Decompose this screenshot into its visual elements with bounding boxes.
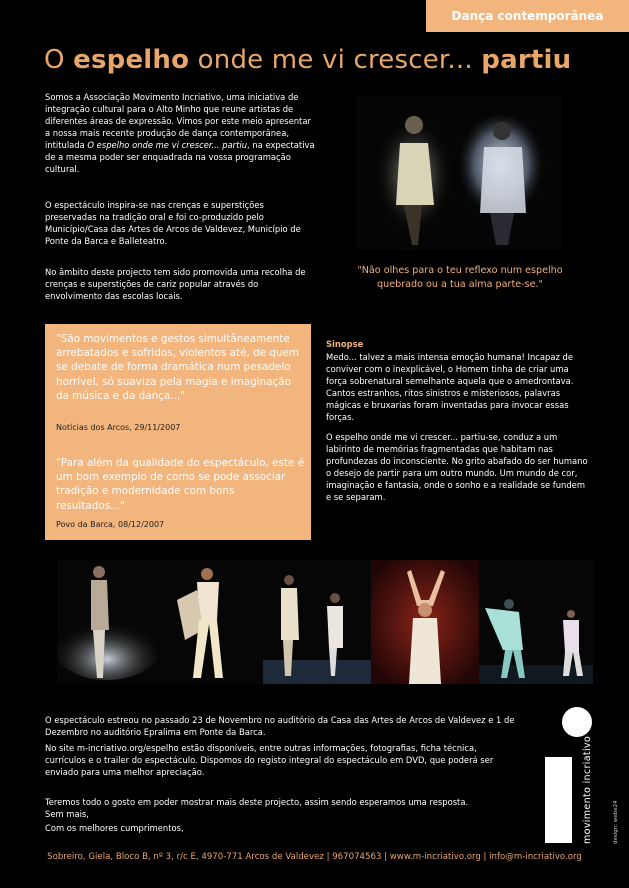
press-quote-2-source: Povo da Barca, 08/12/2007 xyxy=(56,520,165,529)
press-quote-2: "Para além da qualidade do espectáculo, este é um bom exemplo de como se pode associar tradição e modernidade com bons resultados..." xyxy=(56,457,305,512)
logo-text: movimento incriativo xyxy=(582,735,593,844)
sinopse-paragraph-1: Medo... talvez a mais intensa emoção humana! Incapaz de conviver com o inexplicável, o Homem tinha de criar uma força sobrenatural semelhante aquela que o amedrontava. Cantos estranhos, ritos sinistros e misteriosos, palavras mágicas e bruxarias foram inventadas para invocar essas forças. xyxy=(326,352,574,422)
photo-caption: "Não olhes para o teu reflexo num espelho quebrado ou a tua alma parte-se." xyxy=(357,265,563,290)
closing-paragraph-1: O espectáculo estreou no passado 23 de Novembro no auditório da Casa das Artes de Arcos de Valdevez e 1 de Dezembro no auditório Epralima em Ponte da Barca. xyxy=(45,715,515,737)
logo-bar xyxy=(545,757,572,843)
logo-dot xyxy=(562,707,592,737)
press-quotes-box xyxy=(45,324,311,540)
footer-contact: Sobreiro, Giela, Bloco B, nº 3, r/c E, 4970-771 Arcos de Valdevez | 967074563 | www.m-incriativo.org | info@m-incriativo.org xyxy=(47,852,582,862)
dancers-illustration xyxy=(356,95,562,250)
intro-paragraph-2: O espectáculo inspira-se nas crenças e superstições preservadas na tradição oral e foi co-produzido pelo Município/Casa das Artes de Arcos de Valdevez, Município de Ponte da Barca e Balleteatro. xyxy=(45,200,301,246)
design-credit: design: webe24 xyxy=(613,800,619,844)
closing-paragraph-4: Sem mais, xyxy=(45,809,89,819)
sinopse-heading: Sinopse xyxy=(326,339,364,349)
photo-strip-1 xyxy=(57,560,157,684)
press-quote-1: "São movimentos e gestos simultâneamente arrebatados e sofridos, violentos até, de quem se debate de forma dramática num pesadelo horrível, só suaviza pela magia e imaginação da música e da dança..." xyxy=(56,333,300,402)
intro-paragraph-1: Somos a Associação Movimento Incriativo, uma iniciativa de integração cultural para o Alto Minho que reune artistas de diferentes áreas de expressão. Vimos por este meio apresentar a nossa mais recente produção de dança contemporânea, intitulada O espelho onde me vi crescer... partiu, na expectativa de a mesma poder ser enquadrada na vossa programação cultural. xyxy=(45,92,315,174)
photo-strip-2 xyxy=(157,560,263,684)
sinopse-paragraph-2: O espelho onde me vi crescer... partiu-se, conduz a um labirinto de memórias fragmentadas que habitam nas profundezas do inconsciente. No grito abafado do ser humano o desejo de partir para um outro mundo. Um mundo de cor, imaginação e fantasia, onde o sonho e a realidade se fundem e se separam. xyxy=(326,432,588,502)
photo-strip-3 xyxy=(263,560,371,684)
closing-paragraph-3: Teremos todo o gosto em poder mostrar mais deste projecto, assim sendo esperamos uma resposta. xyxy=(45,797,469,807)
closing-paragraph-2: No site m-incriativo.org/espelho estão disponíveis, entre outras informações, fotografias, ficha técnica, currículos e o trailer do espectáculo. Dispomos do registo integral do espectáculo em DVD, que poderá ser enviado para uma melhor apreciação. xyxy=(45,743,494,777)
photo-strip-5 xyxy=(479,560,593,684)
photo-strip-4 xyxy=(371,560,479,684)
closing-paragraph-5: Com os melhores cumprimentos, xyxy=(45,823,184,833)
press-quote-1-source: Notícias dos Arcos, 29/11/2007 xyxy=(56,423,181,432)
section-tag: Dança contemporânea xyxy=(426,0,629,32)
page-title: O espelho onde me vi crescer... partiu xyxy=(44,45,572,75)
intro-paragraph-3: No âmbito deste projecto tem sido promovida uma recolha de crenças e superstições de cariz popular através do envolvimento das escolas locais. xyxy=(45,267,306,301)
mirror-performance-photo xyxy=(356,95,562,250)
